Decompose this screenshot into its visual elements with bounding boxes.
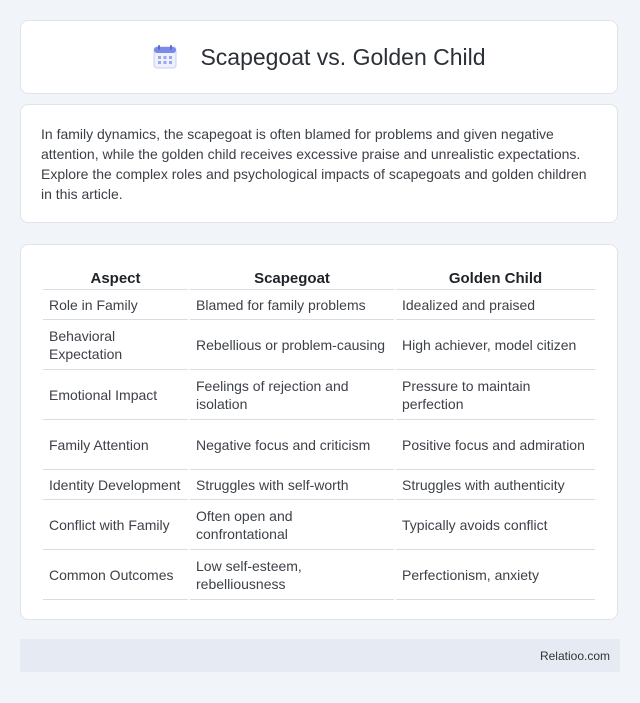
footer	[20, 639, 620, 672]
column-header-golden-child: Golden Child	[396, 267, 595, 290]
table-cell: Perfectionism, anxiety	[396, 550, 595, 600]
table-row	[43, 550, 595, 600]
table-cell: Common Outcomes	[43, 550, 188, 600]
table-cell: Pressure to maintain perfection	[396, 370, 595, 420]
table-row	[43, 470, 595, 500]
intro-card	[20, 104, 618, 223]
table-cell: Often open and confrontational	[190, 500, 394, 550]
calendar-icon	[152, 44, 178, 70]
table-cell: Idealized and praised	[396, 290, 595, 320]
intro-text: In family dynamics, the scapegoat is often blamed for problems and given negative attention, while the golden child receives excessive praise and unrealistic expectations. Explore the complex roles and psychological impacts of scapegoats and golden children in this article.	[41, 126, 587, 202]
comparison-card	[20, 244, 618, 620]
table-row	[43, 320, 595, 370]
table-cell: Role in Family	[43, 290, 188, 320]
title-card	[20, 20, 618, 94]
table-row	[43, 290, 595, 320]
table-cell: Rebellious or problem-causing	[190, 320, 394, 370]
table-row	[43, 500, 595, 550]
table-cell: Struggles with self-worth	[190, 470, 394, 500]
table-cell: Family Attention	[43, 420, 188, 470]
table-cell: High achiever, model citizen	[396, 320, 595, 370]
table-cell: Positive focus and admiration	[396, 420, 595, 470]
table-cell: Emotional Impact	[43, 370, 188, 420]
table-row	[43, 370, 595, 420]
table-cell: Blamed for family problems	[190, 290, 394, 320]
table-cell: Low self-esteem, rebelliousness	[190, 550, 394, 600]
table-cell: Behavioral Expectation	[43, 320, 188, 370]
table-cell: Struggles with authenticity	[396, 470, 595, 500]
column-header-aspect: Aspect	[43, 267, 188, 290]
table-cell: Negative focus and criticism	[190, 420, 394, 470]
footer-brand-link[interactable]: Relatioo.com	[539, 648, 610, 663]
column-header-scapegoat: Scapegoat	[190, 267, 394, 290]
page-title: Scapegoat vs. Golden Child	[200, 43, 486, 70]
table-row	[43, 420, 595, 470]
table-cell: Feelings of rejection and isolation	[190, 370, 394, 420]
table-cell: Conflict with Family	[43, 500, 188, 550]
comparison-table	[41, 267, 597, 600]
table-header-row	[43, 267, 595, 290]
table-cell: Identity Development	[43, 470, 188, 500]
table-cell: Typically avoids conflict	[396, 500, 595, 550]
